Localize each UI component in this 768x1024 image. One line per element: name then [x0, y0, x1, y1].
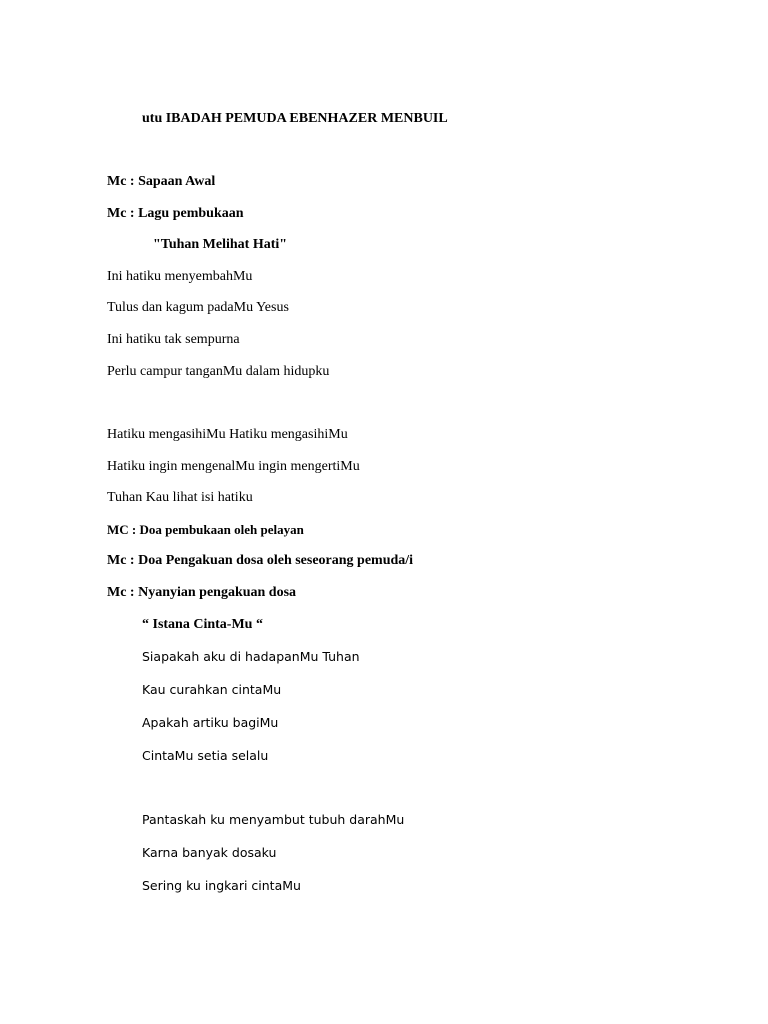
- section-sapaan-awal: Mc : Sapaan Awal: [107, 174, 216, 189]
- section-nyanyian-pengakuan: Mc : Nyanyian pengakuan dosa: [107, 585, 297, 600]
- song2-line: Siapakah aku di hadapanMu Tuhan: [142, 649, 360, 664]
- song1-line: Tulus dan kagum padaMu Yesus: [107, 300, 289, 315]
- song1-line: Ini hatiku tak sempurna: [107, 332, 240, 347]
- song1-line: Hatiku ingin mengenalMu ingin mengertiMu: [107, 459, 360, 474]
- song1-line: Tuhan Kau lihat isi hatiku: [107, 490, 253, 505]
- document-title: utu IBADAH PEMUDA EBENHAZER MENBUIL: [142, 111, 448, 126]
- song2-line: Kau curahkan cintaMu: [142, 682, 282, 697]
- song2-line: CintaMu setia selalu: [142, 748, 269, 763]
- song2-line: Sering ku ingkari cintaMu: [142, 878, 301, 893]
- section-doa-pembukaan: MC : Doa pembukaan oleh pelayan: [107, 522, 304, 537]
- song1-title: "Tuhan Melihat Hati": [153, 237, 288, 252]
- song1-line: Hatiku mengasihiMu Hatiku mengasihiMu: [107, 427, 348, 442]
- song1-line: Perlu campur tanganMu dalam hidupku: [107, 364, 330, 379]
- section-doa-pengakuan: Mc : Doa Pengakuan dosa oleh seseorang pemuda/i: [107, 553, 414, 568]
- song2-line: Karna banyak dosaku: [142, 845, 277, 860]
- song2-title: “ Istana Cinta-Mu “: [142, 617, 263, 632]
- song2-line: Pantaskah ku menyambut tubuh darahMu: [142, 812, 405, 827]
- section-lagu-pembukaan: Mc : Lagu pembukaan: [107, 206, 244, 221]
- song2-line: Apakah artiku bagiMu: [142, 715, 279, 730]
- song1-line: Ini hatiku menyembahMu: [107, 269, 253, 284]
